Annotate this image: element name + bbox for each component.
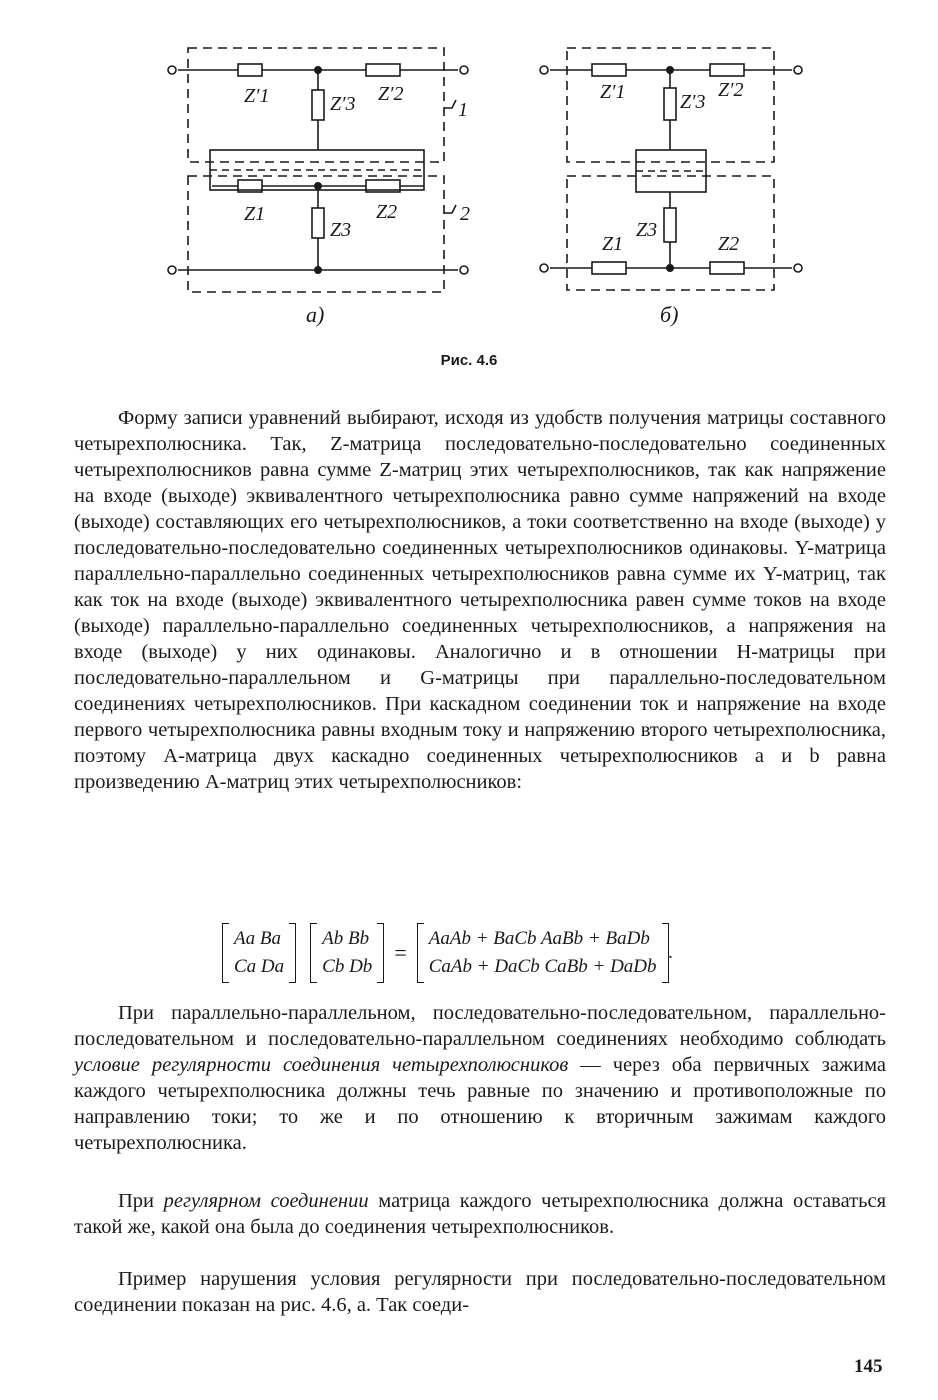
resistor-a-z1p [238, 64, 262, 76]
label-b-z1: Z1 [602, 233, 624, 255]
resistor-b-z3 [664, 208, 676, 242]
label-a-z3p: Z′3 [330, 93, 356, 115]
paragraph-3-start: При [118, 1190, 164, 1212]
label-a-z3: Z3 [330, 219, 352, 241]
figure-4-6 [0, 0, 938, 340]
panel-a-box-2 [188, 176, 444, 292]
callout-1: 1 [458, 99, 468, 121]
matrix-product [417, 923, 669, 983]
panel-a-box-1 [188, 48, 444, 162]
matrix-a [222, 923, 296, 983]
label-b-z1p: Z′1 [600, 81, 626, 103]
paragraph-2 [74, 1000, 886, 1156]
matrix-a-row-2: Ca Da [234, 956, 285, 977]
panel-a-label: а) [306, 302, 325, 327]
resistor-b-z3p [664, 88, 676, 120]
page-number: 145 [854, 1356, 883, 1377]
label-b-z3: Z3 [636, 219, 658, 241]
paragraph-4: Пример нарушения условия регулярности при последовательно-последовательном соединении показан на рис. 4.6, а. Так соеди- [74, 1268, 886, 1316]
paragraph-3-term: регулярном соединении [163, 1190, 369, 1212]
resistor-b-z2p [710, 64, 744, 76]
paragraph-3-end: матрица каждого четырехполюсника должна оставаться такой же, какой она была до соединения четырехполюсников. [74, 1190, 886, 1238]
label-a-z2p: Z′2 [378, 83, 404, 105]
paragraph-3 [74, 1188, 886, 1240]
label-b-z2: Z2 [718, 233, 740, 255]
matrix-b-row-2: Cb Db [322, 956, 373, 977]
matrix-product-row-2: CaAb + DaCb CaBb + DaDb [428, 956, 657, 977]
paragraph-2-start: При параллельно-параллельном, последовательно-последовательном, параллельно-последовательном и последовательно-параллельном соединениях необходимо соблюдать [74, 1002, 886, 1050]
label-b-z2p: Z′2 [718, 79, 744, 101]
panel-b-junction-box [636, 150, 706, 192]
label-a-z1p: Z′1 [244, 85, 270, 107]
label-a-z2: Z2 [376, 201, 398, 223]
resistor-a-z3p [312, 90, 324, 120]
callout-2: 2 [460, 203, 470, 225]
resistor-a-z2p [366, 64, 400, 76]
panel-b-label: б) [660, 302, 679, 327]
paragraph-2-term: условие регулярности соединения четырехполюсников [74, 1054, 569, 1076]
matrix-b-row-1: Ab Bb [322, 928, 370, 949]
resistor-a-z3 [312, 208, 324, 238]
equals-sign: = [394, 940, 407, 965]
figure-caption: Рис. 4.6 [440, 352, 498, 369]
resistor-b-z1 [592, 262, 626, 274]
resistor-b-z2 [710, 262, 744, 274]
matrix-equation [222, 918, 673, 988]
label-a-z1: Z1 [244, 203, 266, 225]
label-b-z3p: Z′3 [680, 91, 706, 113]
equation-period: . [668, 942, 674, 963]
matrix-a-row-1: Aa Ba [234, 928, 281, 949]
paragraph-1: Форму записи уравнений выбирают, исходя из удобств получения матрицы составного четырехполюсника. Так, Z-матрица последовательно-последовательно соединенных четырехполюсников равна сумме Z-матриц этих четырехполюсников, так как напряжение на входе (выходе) эквивалентного четырехполюсника равно сумме напряжений на входе (выходе) составляющих его четырехполюсников, а токи соответственно на входе (выходе) у последовательно-последовательно соединенных четырехполюсников одинаковы. Y-матрица параллельно-параллельно соединенных четырехполюсников равна сумме их Y-матриц, так как ток на входе (выходе) эквивалентного четырехполюсника равен сумме токов на входе (выходе) параллельно-параллельно соединенных четырехполюсников, а напряжения на входе (выходе) у них одинаковы. Аналогично и в отношении H-матрицы при последовательно-параллельном и G-матрицы при параллельно-последовательном соединениях четырехполюсников. При каскадном соединении ток и напряжение на входе первого четырехполюсника равны входным току и напряжению второго четырехполюсника, поэтому A-матрица двух каскадно соединенных четырехполюсников a и b равна произведению A-матриц этих четырехполюсников: [74, 407, 886, 793]
matrix-b [310, 923, 384, 983]
resistor-b-z1p [592, 64, 626, 76]
matrix-product-row-1: AaAb + BaCb AaBb + BaDb [428, 928, 650, 949]
paragraph-2-end: — через оба первичных зажима каждого четырехполюсника должны течь равные по значению и противоположные по направлению токи; то же и по отношению к вторичным зажимам каждого четырехполюсника. [74, 1054, 886, 1154]
